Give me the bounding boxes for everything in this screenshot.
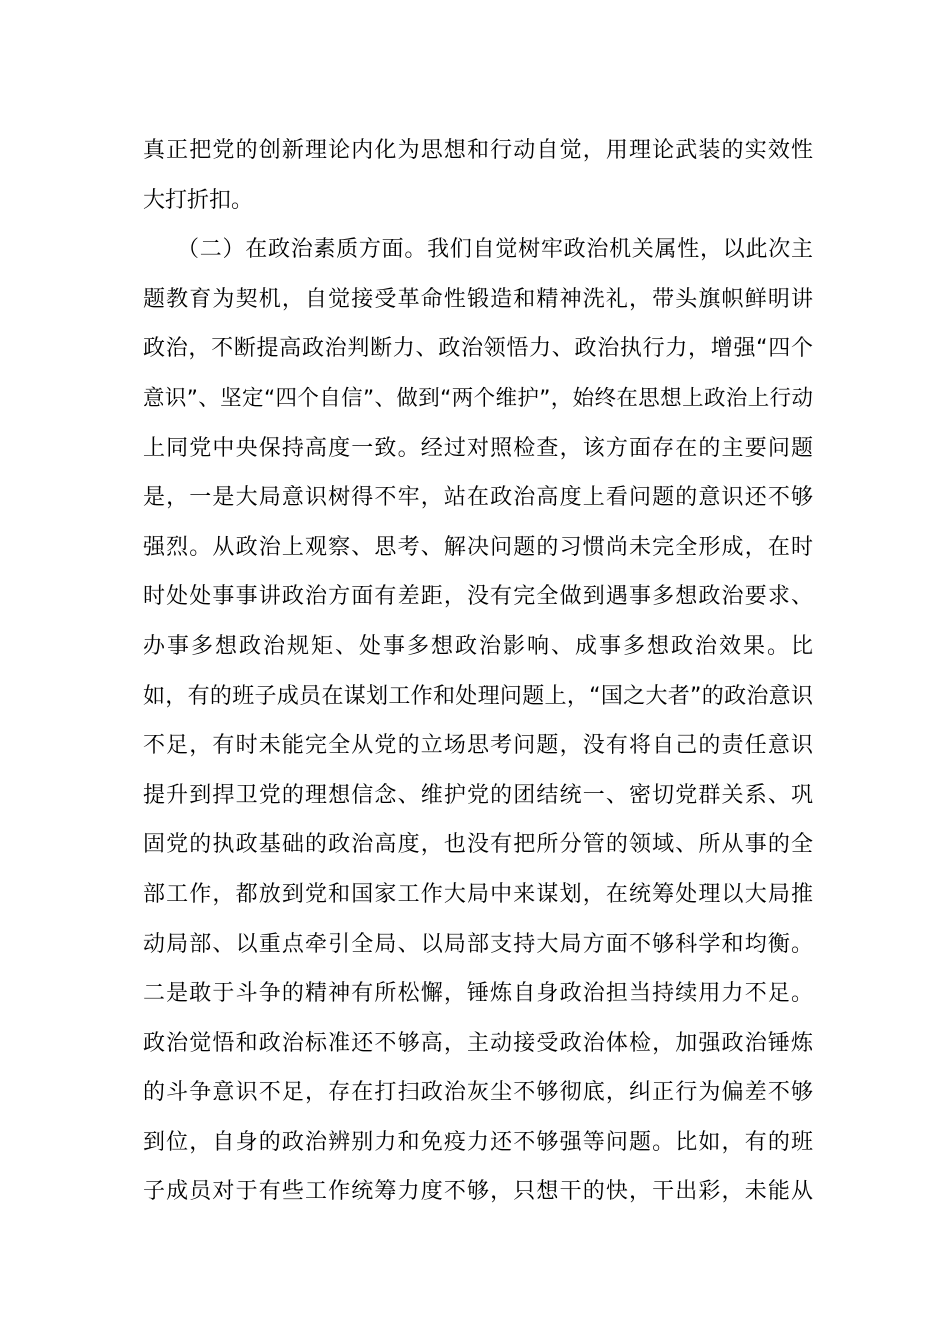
text-line-19: 政治觉悟和政治标准还不够高，主动接受政治体检，加强政治锤炼: [143, 1030, 813, 1056]
section-heading-line: （二）在政治素质方面。我们自觉树牢政治机关属性，以此次主: [177, 237, 813, 263]
text-line-8: 是，一是大局意识树得不牢，站在政治高度上看问题的意识还不够: [143, 485, 813, 511]
text-line-13: 不足，有时未能完全从党的立场思考问题，没有将自己的责任意识: [143, 733, 813, 759]
text-line-2: 大打折扣。: [143, 187, 254, 213]
text-line-12: 如，有的班子成员在谋划工作和处理问题上，“国之大者”的政治意识: [143, 683, 813, 709]
text-line-22: 子成员对于有些工作统筹力度不够，只想干的快，干出彩，未能从: [143, 1179, 813, 1205]
text-line-4: 题教育为契机，自觉接受革命性锻造和精神洗礼，带头旗帜鲜明讲: [143, 286, 813, 312]
text-line-9: 强烈。从政治上观察、思考、解决问题的习惯尚未完全形成，在时: [143, 534, 813, 560]
text-line-17: 动局部、以重点牵引全局、以局部支持大局方面不够科学和均衡。: [143, 931, 813, 957]
text-line-20: 的斗争意识不足，存在打扫政治灰尘不够彻底，纠正行为偏差不够: [143, 1080, 813, 1106]
body-text: [143, 126, 813, 1217]
text-line-11: 办事多想政治规矩、处事多想政治影响、成事多想政治效果。比: [143, 633, 813, 659]
text-line-5: 政治，不断提高政治判断力、政治领悟力、政治执行力，增强“四个: [143, 336, 813, 362]
text-line-10: 时处处事事讲政治方面有差距，没有完全做到遇事多想政治要求、: [143, 584, 813, 610]
text-line-15: 固党的执政基础的政治高度，也没有把所分管的领域、所从事的全: [143, 832, 813, 858]
text-line-7: 上同党中央保持高度一致。经过对照检查，该方面存在的主要问题: [143, 435, 813, 461]
text-line-18: 二是敢于斗争的精神有所松懈，锤炼自身政治担当持续用力不足。: [143, 981, 813, 1007]
text-line-21: 到位，自身的政治辨别力和免疫力还不够强等问题。比如，有的班: [143, 1129, 813, 1155]
text-line-6: 意识”、坚定“四个自信”、做到“两个维护”，始终在思想上政治上行动: [143, 385, 813, 411]
text-line-1: 真正把党的创新理论内化为思想和行动自觉，用理论武装的实效性: [143, 138, 813, 163]
text-line-16: 部工作，都放到党和国家工作大局中来谋划，在统筹处理以大局推: [143, 881, 813, 907]
text-line-14: 提升到捍卫党的理想信念、维护党的团结统一、密切党群关系、巩: [143, 782, 813, 808]
